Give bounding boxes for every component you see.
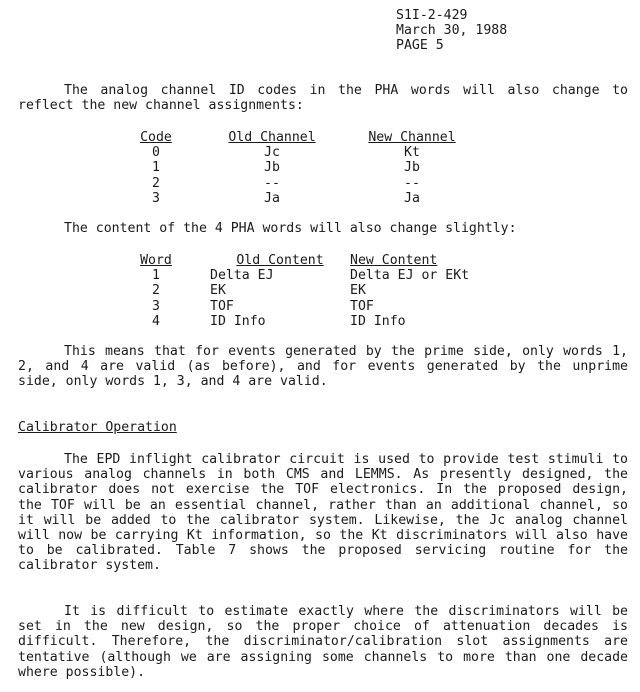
- table-cell: 2: [152, 175, 160, 191]
- paragraph-valid-words: This means that for events generated by the prime side, only words 1, 2, and 4 are valid (as before), and for events generated by the unprime side, only words 1, 3, and 4 are valid.: [18, 344, 628, 390]
- table-row: [110, 283, 490, 298]
- table-cell: 1: [152, 160, 160, 176]
- table-cell: Kt: [404, 145, 420, 161]
- paragraph-calibrator-description: The EPD inflight calibrator circuit is used to provide test stimuli to various analog channels in both CMS and LEMMS. As presently designed, the calibrator does not exercise the TOF electronics. In the proposed design, the TOF will be an essential channel, rather than an additional channel, so it will be added to the calibrator system. Likewise, the Jc analog channel will now be carrying Kt information, so the Kt discriminators will also have to be calibrated. Table 7 shows the proposed servicing routine for the calibrator system.: [18, 452, 628, 574]
- page-number: PAGE 5: [396, 38, 444, 54]
- table-cell: TOF: [210, 298, 234, 314]
- table-cell: Ja: [404, 190, 420, 206]
- table-header-row: [110, 130, 482, 145]
- table-cell: 4: [152, 313, 160, 329]
- table-cell: Jc: [264, 145, 280, 161]
- table-row: [110, 268, 490, 283]
- table-row: [110, 191, 482, 206]
- pha-word-table: [110, 253, 490, 329]
- table-row: [110, 314, 490, 329]
- table-row: [110, 160, 482, 175]
- table-cell: EK: [210, 283, 226, 299]
- table-cell: --: [404, 175, 420, 191]
- channel-code-table: [110, 130, 482, 206]
- table-cell: 0: [152, 145, 160, 161]
- document-date: March 30, 1988: [396, 23, 508, 39]
- paragraph-pha-content-intro: The content of the 4 PHA words will also change slightly:: [64, 221, 517, 236]
- table-row: [110, 299, 490, 314]
- document-header: [396, 8, 507, 54]
- table-cell: TOF: [350, 298, 374, 314]
- table-cell: Delta EJ or EKt: [350, 268, 470, 284]
- table-cell: Ja: [264, 190, 280, 206]
- table-cell: Jb: [264, 160, 280, 176]
- table-cell: EK: [350, 283, 366, 299]
- table-cell: 2: [152, 283, 160, 299]
- section-heading-calibrator-operation: Calibrator Operation: [18, 420, 177, 435]
- table-cell: 3: [152, 298, 160, 314]
- table-cell: Jb: [404, 160, 420, 176]
- table-row: [110, 176, 482, 191]
- table-header-row: [110, 253, 490, 268]
- column-header: New Channel: [368, 130, 456, 145]
- table-cell: 1: [152, 268, 160, 284]
- column-header: Code: [140, 130, 172, 145]
- column-header: New Content: [350, 253, 438, 268]
- paragraph-channel-id-intro: The analog channel ID codes in the PHA words will also change to reflect the new channel assignments:: [18, 83, 628, 114]
- table-cell: Delta EJ: [210, 268, 274, 284]
- column-header: Old Channel: [228, 130, 316, 145]
- table-cell: --: [264, 175, 280, 191]
- column-header: Word: [140, 253, 172, 268]
- table-cell: ID Info: [210, 313, 266, 329]
- paragraph-discriminator-estimate: It is difficult to estimate exactly where the discriminators will be set in the new design, so the proper choice of attenuation decades is difficult. Therefore, the discriminator/calibration slot assignments are tentative (although we are assigning some channels to more than one decade where possible).: [18, 604, 628, 680]
- column-header: Old Content: [236, 253, 324, 268]
- table-row: [110, 145, 482, 160]
- document-id: S1I-2-429: [396, 8, 468, 23]
- table-cell: ID Info: [350, 313, 406, 329]
- table-cell: 3: [152, 190, 160, 206]
